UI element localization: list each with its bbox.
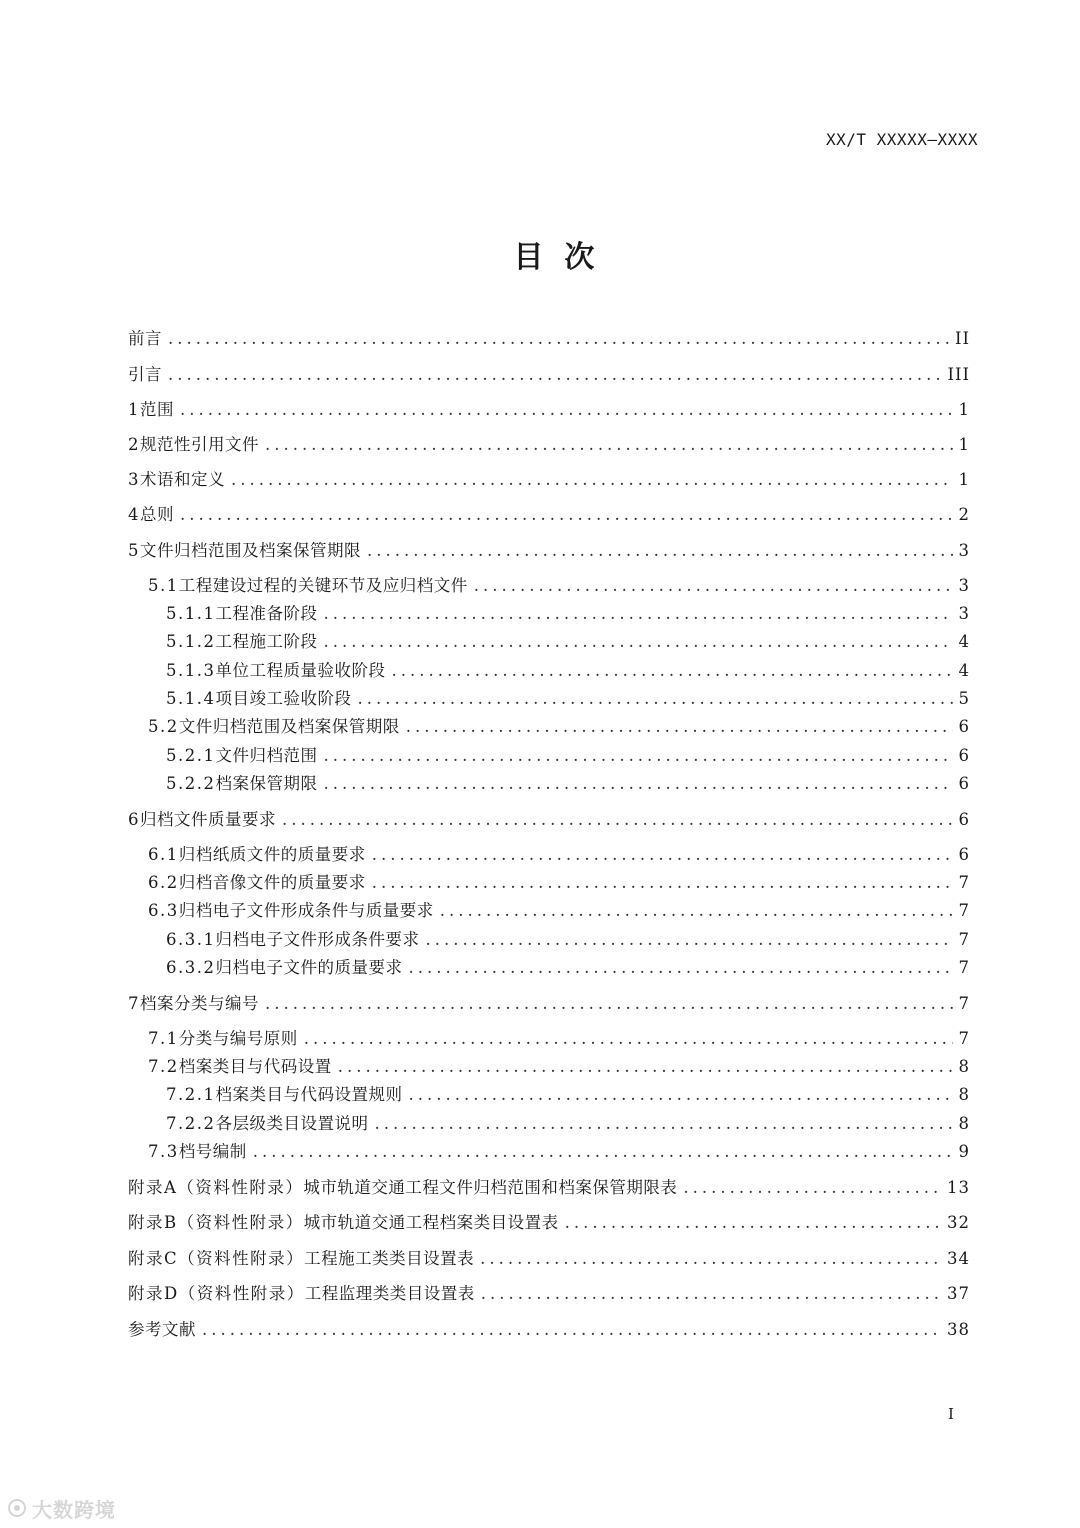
toc-entry[interactable] (128, 1317, 970, 1343)
watermark-text: 大数跨境 (32, 1497, 116, 1522)
toc-entry[interactable] (148, 714, 970, 740)
toc-entry-page: 9 (958, 1142, 970, 1161)
toc-entry[interactable] (166, 927, 970, 953)
toc-entry-label: 归档文件质量要求 (140, 810, 276, 829)
toc-title: 目 次 (513, 240, 595, 275)
toc-entry-number: 5.1.3 (166, 661, 216, 680)
toc-leader-dots (683, 1175, 941, 1201)
toc-entry-label: 前言 (128, 329, 162, 348)
toc-entry[interactable] (128, 807, 970, 833)
toc-leader-dots (565, 1210, 941, 1236)
toc-entry-number: 附录A（资料性附录） (128, 1178, 304, 1197)
toc-leader-dots (367, 538, 953, 564)
toc-entry-number: 7.2.1 (166, 1085, 216, 1104)
toc-entry-label: 归档音像文件的质量要求 (178, 873, 366, 892)
toc-entry-label: 档号编制 (178, 1142, 247, 1161)
toc-leader-dots (372, 842, 953, 868)
toc-entry-number: 6.3 (148, 901, 179, 920)
toc-entry-number: 附录C（资料性附录） (128, 1249, 305, 1268)
toc-entry[interactable] (148, 870, 970, 896)
toc-leader-dots (265, 991, 953, 1017)
toc-entry-page: 4 (958, 661, 970, 680)
toc-leader-dots (481, 1281, 941, 1307)
toc-entry-label: 分类与编号原则 (178, 1029, 298, 1048)
toc-entry-label: 单位工程质量验收阶段 (215, 661, 386, 680)
toc-entry-number: 6.2 (148, 873, 179, 892)
toc-leader-dots (180, 502, 953, 528)
toc-entry-number: 6.1 (148, 845, 179, 864)
toc-entry-label: 档案类目与代码设置规则 (215, 1085, 403, 1104)
toc-leader-dots (357, 686, 952, 712)
toc-entry-label: 工程施工类类目设置表 (304, 1249, 475, 1268)
toc-entry-page: II (954, 329, 970, 348)
toc-entry-label: 工程准备阶段 (215, 604, 318, 623)
toc-entry-page: 5 (958, 689, 970, 708)
toc-entry-page: 13 (947, 1178, 970, 1197)
toc-entry-page: 8 (958, 1114, 970, 1133)
toc-entry[interactable] (166, 658, 970, 684)
toc-entry-number: 7.1 (148, 1029, 179, 1048)
toc-entry-page: 7 (958, 958, 970, 977)
toc-leader-dots (406, 714, 953, 740)
toc-entry-page: 1 (958, 400, 970, 419)
toc-entry-number: 6 (128, 810, 140, 829)
document-code: XX/T XXXXX—XXXX (826, 130, 978, 149)
toc-entry-label: 参考文献 (128, 1320, 196, 1339)
toc-entry-label: 城市轨道交通工程档案类目设置表 (303, 1213, 559, 1232)
toc-leader-dots (323, 771, 952, 797)
toc-entry[interactable] (128, 467, 970, 493)
toc-entry-number: 5 (128, 541, 140, 560)
toc-entry[interactable] (128, 502, 970, 528)
toc-entry-page: 6 (958, 746, 970, 765)
toc-entry[interactable] (166, 1082, 970, 1108)
toc-entry-number: 5.2.2 (166, 774, 216, 793)
toc-entry[interactable] (148, 573, 970, 599)
toc-entry-label: 规范性引用文件 (140, 435, 259, 454)
toc-entry-number: 2 (128, 435, 140, 454)
toc-entry-page: 7 (958, 901, 970, 920)
toc-entry-page: 1 (958, 435, 970, 454)
toc-leader-dots (323, 629, 952, 655)
toc-entry[interactable] (128, 1175, 970, 1201)
toc-entry-number: 5.2.1 (166, 746, 216, 765)
toc-entry-label: 项目竣工验收阶段 (215, 689, 352, 708)
toc-entry-page: 2 (958, 505, 970, 524)
toc-entry-number: 7.2.2 (166, 1114, 216, 1133)
toc-entry[interactable] (148, 1139, 970, 1165)
toc-entry[interactable] (128, 1281, 970, 1307)
table-of-contents (128, 0, 970, 1528)
toc-entry-label: 文件归档范围及档案保管期限 (140, 541, 361, 560)
toc-leader-dots (474, 573, 953, 599)
toc-entry-label: 术语和定义 (140, 470, 225, 489)
toc-entry-number: 附录D（资料性附录） (128, 1284, 305, 1303)
toc-entry[interactable] (128, 432, 970, 458)
toc-entry-label: 引言 (128, 365, 162, 384)
toc-leader-dots (168, 326, 949, 352)
toc-entry-number: 5.2 (148, 717, 179, 736)
toc-entry-label: 归档纸质文件的质量要求 (178, 845, 366, 864)
toc-entry-page: 6 (958, 845, 970, 864)
toc-entry[interactable] (128, 397, 970, 423)
toc-entry[interactable] (166, 771, 970, 797)
watermark (6, 1494, 116, 1522)
toc-entry[interactable] (128, 991, 970, 1017)
toc-leader-dots (253, 1139, 953, 1165)
toc-entry-page: 3 (958, 576, 970, 595)
toc-entry-label: 档案保管期限 (215, 774, 318, 793)
toc-entry-page: 6 (958, 774, 970, 793)
toc-entry-page: 1 (958, 470, 970, 489)
toc-entry-page: 38 (947, 1320, 970, 1339)
toc-entry-page: 7 (958, 930, 970, 949)
toc-entry[interactable] (148, 842, 970, 868)
toc-leader-dots (372, 870, 953, 896)
toc-leader-dots (408, 1082, 952, 1108)
toc-entry-number: 6.3.1 (166, 930, 216, 949)
toc-entry-page: 6 (958, 717, 970, 736)
toc-entry[interactable] (128, 326, 970, 352)
toc-entry-page: 8 (958, 1057, 970, 1076)
toc-entry-label: 工程监理类类目设置表 (304, 1284, 475, 1303)
page-number: I (948, 1405, 954, 1423)
toc-entry-page: 4 (958, 632, 970, 651)
toc-entry-number: 7.2 (148, 1057, 179, 1076)
toc-entry[interactable] (128, 1246, 970, 1272)
toc-entry-number: 7 (128, 994, 140, 1013)
toc-entry-page: III (947, 365, 970, 384)
toc-entry-number: 5.1.4 (166, 689, 216, 708)
toc-entry-label: 文件归档范围及档案保管期限 (178, 717, 400, 736)
toc-leader-dots (168, 362, 941, 388)
toc-leader-dots (374, 1111, 952, 1137)
toc-entry-page: 8 (958, 1085, 970, 1104)
watermark-logo-icon (6, 1497, 28, 1519)
toc-entry-label: 归档电子文件的质量要求 (215, 958, 403, 977)
toc-entry[interactable] (166, 601, 970, 627)
toc-entry-label: 工程施工阶段 (215, 632, 318, 651)
toc-entry-number: 5.1.2 (166, 632, 216, 651)
toc-entry-label: 归档电子文件形成条件与质量要求 (178, 901, 434, 920)
toc-entry-page: 37 (947, 1284, 970, 1303)
toc-entry-number: 1 (128, 400, 140, 419)
toc-entry-label: 归档电子文件形成条件要求 (215, 930, 420, 949)
toc-entry-number: 7.3 (148, 1142, 179, 1161)
toc-entry-number: 5.1.1 (166, 604, 216, 623)
toc-leader-dots (304, 1026, 953, 1052)
toc-entry[interactable] (166, 629, 970, 655)
toc-entry[interactable] (148, 1026, 970, 1052)
toc-leader-dots (323, 743, 952, 769)
toc-entry-label: 总则 (140, 505, 174, 524)
toc-entry[interactable] (166, 1111, 970, 1137)
toc-leader-dots (480, 1246, 941, 1272)
toc-entry-number: 3 (128, 470, 140, 489)
toc-entry-label: 范围 (140, 400, 174, 419)
toc-leader-dots (338, 1054, 953, 1080)
toc-entry-page: 3 (958, 604, 970, 623)
toc-leader-dots (282, 807, 953, 833)
toc-leader-dots (408, 955, 952, 981)
toc-entry-page: 3 (958, 541, 970, 560)
toc-leader-dots (425, 927, 952, 953)
toc-leader-dots (440, 898, 953, 924)
toc-entry[interactable] (166, 955, 970, 981)
toc-entry-page: 34 (947, 1249, 970, 1268)
toc-entry-page: 7 (958, 994, 970, 1013)
toc-entry-number: 6.3.2 (166, 958, 216, 977)
toc-entry-label: 文件归档范围 (215, 746, 318, 765)
toc-leader-dots (231, 467, 953, 493)
toc-entry-label: 各层级类目设置说明 (215, 1114, 369, 1133)
toc-entry-label: 档案类目与代码设置 (178, 1057, 332, 1076)
toc-entry-number: 5.1 (148, 576, 179, 595)
toc-entry-page: 6 (958, 810, 970, 829)
toc-entry[interactable] (128, 538, 970, 564)
toc-entry[interactable] (128, 1210, 970, 1236)
toc-entry-label: 工程建设过程的关键环节及应归档文件 (178, 576, 468, 595)
toc-entry[interactable] (148, 1054, 970, 1080)
toc-entry-page: 7 (958, 1029, 970, 1048)
toc-entry-page: 7 (958, 873, 970, 892)
toc-leader-dots (391, 658, 952, 684)
toc-entry-page: 32 (947, 1213, 970, 1232)
toc-entry-number: 4 (128, 505, 140, 524)
toc-entry-label: 城市轨道交通工程文件归档范围和档案保管期限表 (303, 1178, 678, 1197)
toc-leader-dots (265, 432, 953, 458)
toc-entry-number: 附录B（资料性附录） (128, 1213, 304, 1232)
toc-entry[interactable] (166, 743, 970, 769)
toc-entry-label: 档案分类与编号 (140, 994, 259, 1013)
toc-leader-dots (202, 1317, 941, 1343)
toc-entry[interactable] (166, 686, 970, 712)
toc-entry[interactable] (148, 898, 970, 924)
toc-leader-dots (323, 601, 952, 627)
toc-leader-dots (180, 397, 953, 423)
toc-entry[interactable] (128, 362, 970, 388)
